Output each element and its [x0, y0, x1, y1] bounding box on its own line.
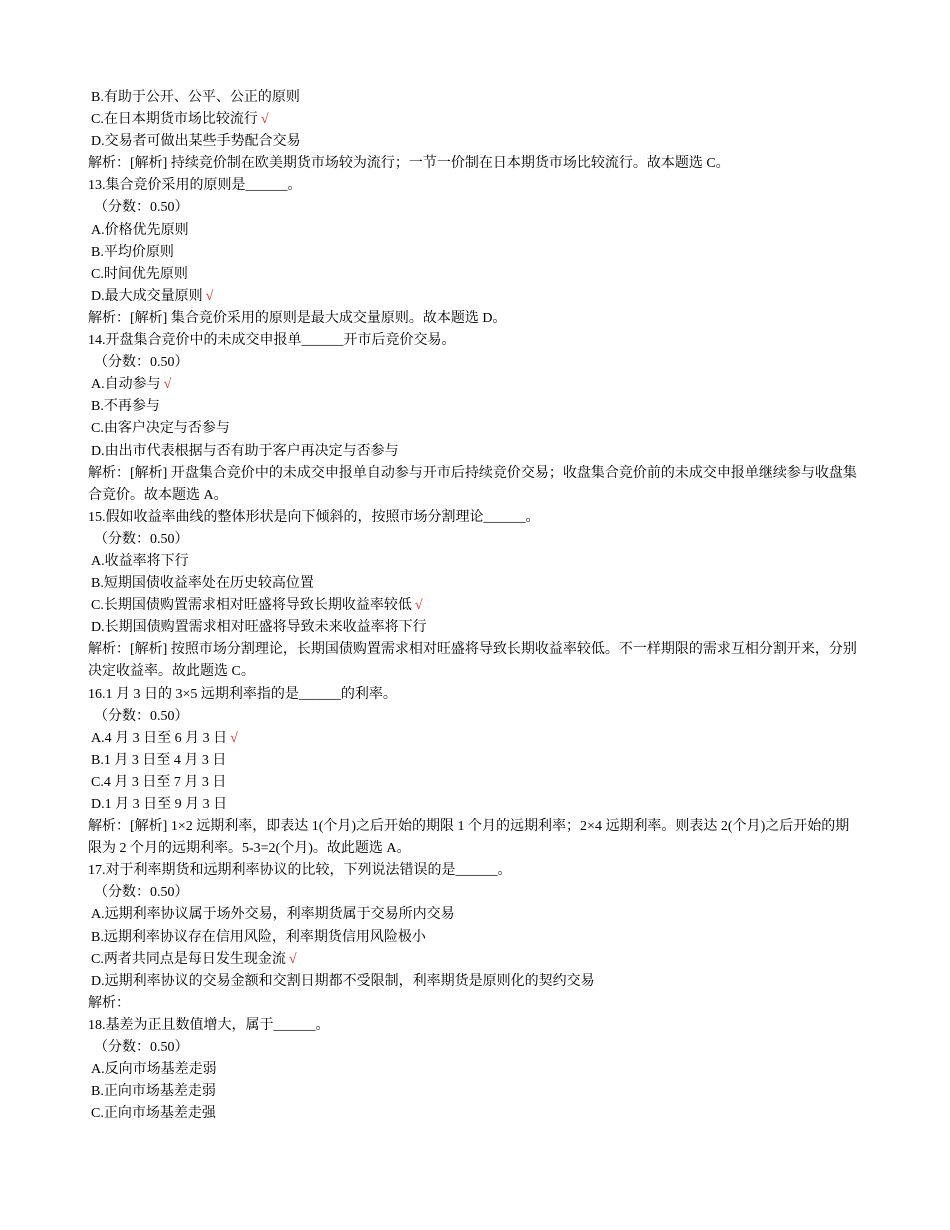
option-text: D.远期利率协议的交易金额和交割日期都不受限制，利率期货是原则化的契约交易: [91, 973, 595, 989]
question-text: 15.假如收益率曲线的整体形状是向下倾斜的，按照市场分割理论______。: [88, 509, 540, 525]
analysis-paragraph: [88, 463, 863, 507]
score-label: [88, 352, 863, 374]
option-text: C.正向市场基差走强: [91, 1106, 216, 1122]
answer-option: [88, 1081, 863, 1103]
option-text: D.最大成交量原则: [91, 288, 203, 304]
answer-option: [88, 396, 863, 418]
option-text: B.不再参与: [91, 399, 160, 415]
answer-option: [88, 595, 863, 617]
answer-option: [88, 728, 863, 750]
score-text: （分数：0.50）: [94, 355, 189, 371]
option-text: B.远期利率协议存在信用风险，利率期货信用风险极小: [91, 929, 426, 945]
option-text: C.两者共同点是每日发生现金流: [91, 951, 286, 967]
answer-option: [88, 109, 863, 131]
document-page: [88, 87, 863, 1125]
answer-option: [88, 551, 863, 573]
option-text: D.1 月 3 日至 9 月 3 日: [91, 797, 228, 812]
question-text: 17.对于利率期货和远期利率协议的比较，下列说法错误的是______。: [88, 863, 512, 879]
correct-check-icon: √: [260, 112, 269, 128]
answer-option: [88, 904, 863, 926]
correct-check-icon: √: [230, 730, 238, 746]
answer-option: [88, 772, 863, 794]
answer-option: [88, 1059, 863, 1081]
answer-option: [88, 220, 863, 242]
answer-option: [88, 794, 863, 816]
option-text: D.长期国债购置需求相对旺盛将导致未来收益率将下行: [91, 620, 427, 636]
score-label: [88, 706, 863, 728]
option-text: B.短期国债收益率处在历史较高位置: [91, 576, 314, 592]
option-text: C.由客户决定与否参与: [91, 421, 230, 437]
option-text: B.有助于公开、公平、公正的原则: [91, 90, 300, 105]
option-text: C.4 月 3 日至 7 月 3 日: [91, 774, 227, 790]
correct-check-icon: √: [288, 951, 297, 967]
question-stem: [88, 860, 863, 882]
score-label: [88, 197, 863, 219]
analysis-text: 解析：[解析] 持续竞价制在欧美期货市场较为流行；一节一价制在日本期货市场比较流行。故本题选 C。: [88, 156, 730, 172]
option-text: B.正向市场基差走弱: [91, 1084, 216, 1100]
answer-option: [88, 949, 863, 971]
option-text: A.价格优先原则: [91, 222, 189, 238]
score-text: （分数：0.50）: [94, 885, 189, 901]
answer-option: [88, 242, 863, 264]
answer-option: [88, 87, 863, 109]
answer-option: [88, 374, 863, 396]
answer-option: [88, 971, 863, 993]
option-text: B.1 月 3 日至 4 月 3 日: [91, 752, 227, 768]
score-label: [88, 882, 863, 904]
question-text: 14.开盘集合竞价中的未成交申报单______开市后竞价交易。: [88, 333, 456, 349]
answer-option: [88, 264, 863, 286]
option-text: C.在日本期货市场比较流行: [91, 112, 258, 128]
answer-option: [88, 418, 863, 440]
analysis-text: 解析：[解析] 集合竞价采用的原则是最大成交量原则。故本题选 D。: [88, 310, 507, 326]
analysis-paragraph: [88, 639, 863, 683]
analysis-text: 解析：: [88, 995, 130, 1011]
analysis-text: 解析：[解析] 开盘集合竞价中的未成交申报单自动参与开市后持续竞价交易；收盘集合竞价前的未成交申报单继续参与收盘集合竞价。故本题选 A。: [88, 465, 857, 503]
question-text: 16.1 月 3 日的 3×5 远期利率指的是______的利率。: [88, 686, 397, 702]
score-text: （分数：0.50）: [94, 200, 189, 216]
option-text: C.长期国债购置需求相对旺盛将导致长期收益率较低: [91, 598, 412, 614]
answer-option: [88, 617, 863, 639]
answer-option: [88, 1103, 863, 1125]
answer-option: [88, 441, 863, 463]
answer-option: [88, 286, 863, 308]
correct-check-icon: √: [163, 377, 172, 393]
option-text: A.自动参与: [91, 377, 161, 393]
option-text: D.由出市代表根据与否有助于客户再决定与否参与: [91, 443, 399, 459]
option-text: C.时间优先原则: [91, 266, 188, 282]
answer-option: [88, 750, 863, 772]
question-stem: [88, 175, 863, 197]
option-text: B.平均价原则: [91, 244, 174, 260]
question-stem: [88, 507, 863, 529]
score-label: [88, 1037, 863, 1059]
answer-option: [88, 927, 863, 949]
analysis-paragraph: [88, 308, 863, 330]
score-text: （分数：0.50）: [94, 1040, 189, 1056]
question-stem: [88, 684, 863, 706]
analysis-text: 解析：[解析] 1×2 远期利率，即表达 1(个月)之后开始的期限 1 个月的远期利率；2×4 远期利率。则表达 2(个月)之后开始的期限为 2 个月的远期利率。5-3=2(个月)。故此题选 A。: [88, 819, 850, 857]
option-text: A.收益率将下行: [91, 553, 189, 569]
analysis-paragraph: [88, 153, 863, 175]
analysis-paragraph: [88, 816, 863, 860]
question-stem: [88, 1015, 863, 1037]
answer-option: [88, 131, 863, 153]
question-text: 13.集合竞价采用的原则是______。: [88, 178, 302, 194]
correct-check-icon: √: [414, 598, 423, 614]
question-stem: [88, 330, 863, 352]
question-text: 18.基差为正且数值增大，属于______。: [88, 1017, 330, 1033]
option-text: A.远期利率协议属于场外交易，利率期货属于交易所内交易: [91, 907, 455, 923]
analysis-text: 解析：[解析] 按照市场分割理论，长期国债购置需求相对旺盛将导致长期收益率较低。不一样期限的需求互相分割开来，分别决定收益率。故此题选 C。: [88, 642, 857, 680]
option-text: A.反向市场基差走弱: [91, 1062, 217, 1078]
score-text: （分数：0.50）: [94, 531, 189, 547]
option-text: D.交易者可做出某些手势配合交易: [91, 134, 301, 150]
score-text: （分数：0.50）: [94, 708, 189, 724]
answer-option: [88, 573, 863, 595]
option-text: A.4 月 3 日至 6 月 3 日: [91, 730, 228, 746]
score-label: [88, 529, 863, 551]
correct-check-icon: √: [205, 288, 214, 304]
analysis-paragraph: [88, 993, 863, 1015]
